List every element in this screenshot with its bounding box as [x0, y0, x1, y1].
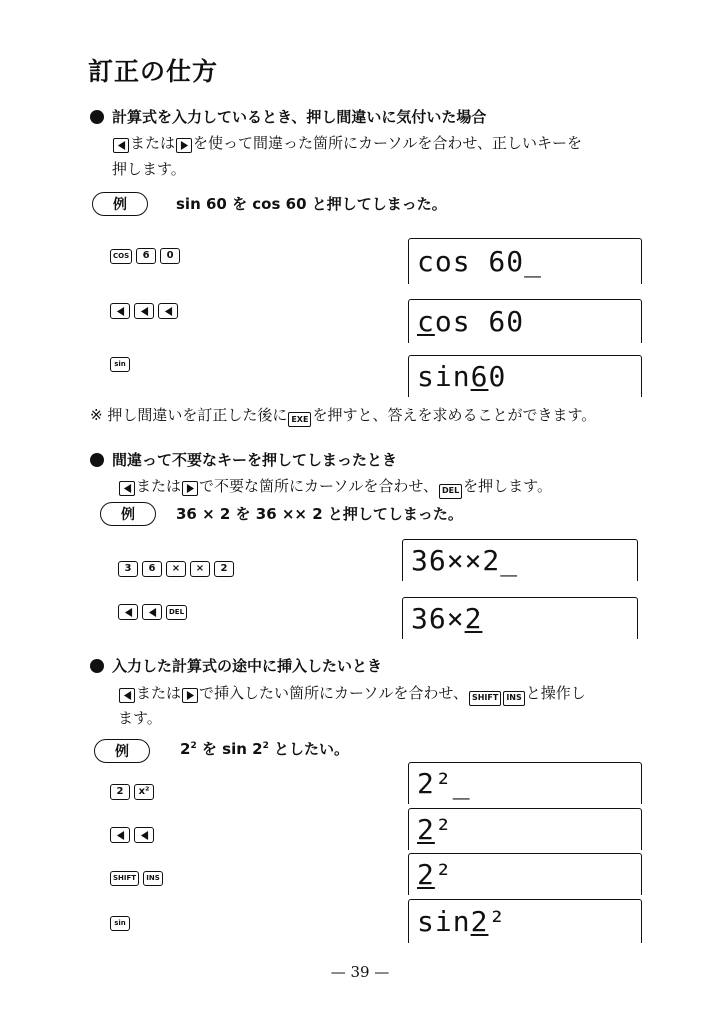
- calculator-display: 36××2 _: [402, 539, 638, 581]
- page-title: 訂正の仕方: [88, 57, 219, 86]
- example-text: 36 × 2 を 36 ×× 2 と押してしまった。: [176, 505, 463, 523]
- section-heading: 計算式を入力しているとき、押し間違いに気付いた場合: [90, 106, 486, 127]
- key-sequence: [110, 916, 130, 931]
- left-arrow-key-icon: [119, 688, 135, 703]
- digit-key: 6: [136, 248, 156, 264]
- section-heading: 入力した計算式の途中に挿入したいとき: [90, 655, 382, 676]
- left-arrow-key-icon: [134, 303, 154, 319]
- instruction-text: または で挿入したい箇所にカーソルを合わせ、 SHIFT INS と操作し: [118, 681, 586, 706]
- instruction-text: または で不要な箇所にカーソルを合わせ、 DEL を押します。: [118, 474, 552, 499]
- ins-key: INS: [503, 691, 524, 706]
- ins-key: INS: [143, 871, 163, 886]
- left-arrow-key-icon: [113, 138, 129, 153]
- instruction-text: ます。: [118, 709, 162, 727]
- digit-key: 2: [214, 561, 234, 577]
- key-sequence: [110, 871, 163, 886]
- del-key: DEL: [166, 605, 187, 620]
- shift-key: SHIFT: [469, 691, 501, 706]
- left-arrow-key-icon: [110, 827, 130, 843]
- left-arrow-key-icon: [158, 303, 178, 319]
- key-sequence: [118, 561, 234, 577]
- example-text: sin 60 を cos 60 と押してしまった。: [176, 195, 447, 213]
- right-arrow-key-icon: [176, 138, 192, 153]
- page-number: — 39 —: [330, 963, 390, 981]
- digit-key: 2: [110, 784, 130, 800]
- cos-key: COS: [110, 249, 132, 264]
- key-sequence: [110, 248, 180, 264]
- calculator-display: cos 60 _: [408, 238, 642, 284]
- example-badge: 例: [92, 192, 148, 216]
- exe-key: EXE: [288, 412, 311, 427]
- left-arrow-key-icon: [110, 303, 130, 319]
- instruction-text: 押します。: [112, 160, 186, 178]
- key-sequence: [110, 827, 154, 843]
- left-arrow-key-icon: [119, 481, 135, 496]
- calculator-display: c os 60: [408, 299, 642, 343]
- calculator-display: 36× 2: [402, 597, 638, 639]
- calculator-display: sin 6 0: [408, 355, 642, 397]
- del-key: DEL: [439, 484, 462, 499]
- calculator-display: sin 2 ²: [408, 899, 642, 943]
- digit-key: 0: [160, 248, 180, 264]
- calculator-display: 2 ²: [408, 853, 642, 895]
- example-text: $2^2$ を $\sin 2^2$ としたい。: [180, 740, 350, 758]
- calculator-display: 2 ²: [408, 808, 642, 850]
- digit-key: 3: [118, 561, 138, 577]
- digit-key: 6: [142, 561, 162, 577]
- key-sequence: [118, 604, 187, 620]
- multiply-key: ×: [166, 561, 186, 577]
- note-text: ※ 押し間違いを訂正した後に EXE を押すと、答えを求めることができます。: [90, 404, 596, 427]
- left-arrow-key-icon: [142, 604, 162, 620]
- left-arrow-key-icon: [134, 827, 154, 843]
- example-badge: 例: [100, 502, 156, 526]
- bullet-dot-icon: [90, 453, 104, 467]
- left-arrow-key-icon: [118, 604, 138, 620]
- example-badge: 例: [94, 739, 150, 763]
- shift-key: SHIFT: [110, 871, 139, 886]
- key-sequence: [110, 784, 154, 800]
- sin-key: sin: [110, 357, 130, 372]
- right-arrow-key-icon: [182, 481, 198, 496]
- key-sequence: [110, 303, 178, 319]
- multiply-key: ×: [190, 561, 210, 577]
- sin-key: sin: [110, 916, 130, 931]
- right-arrow-key-icon: [182, 688, 198, 703]
- calculator-display: 2² _: [408, 762, 642, 804]
- section-heading: 間違って不要なキーを押してしまったとき: [90, 449, 397, 470]
- bullet-dot-icon: [90, 659, 104, 673]
- instruction-text: または を使って間違った箇所にカーソルを合わせ、正しいキーを: [112, 131, 582, 155]
- key-sequence: [110, 357, 130, 372]
- bullet-dot-icon: [90, 110, 104, 124]
- square-key: x²: [134, 784, 154, 800]
